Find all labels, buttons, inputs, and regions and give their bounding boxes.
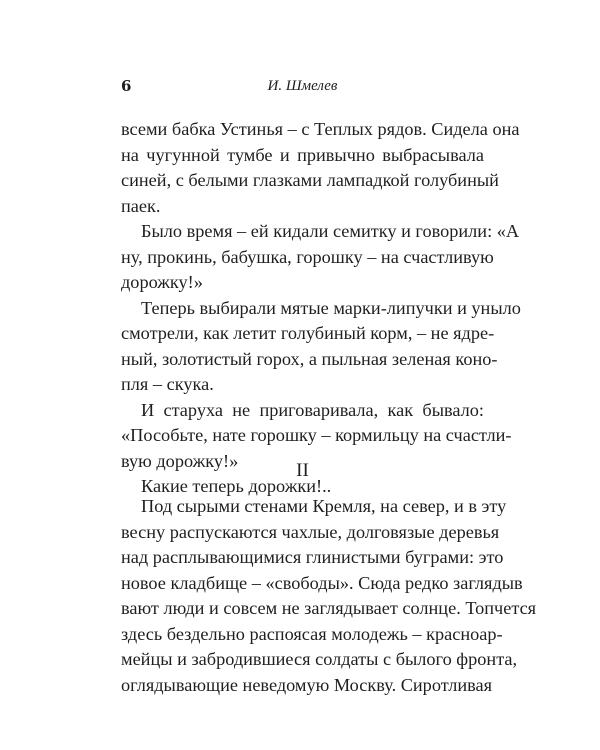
- text-line: Было время – ей кидали семитку и говорили: «А: [141, 221, 520, 241]
- page-header: [121, 76, 484, 96]
- text-line: вую дорожку!»: [121, 450, 239, 471]
- text-line: пля – скука.: [121, 374, 214, 394]
- text-line: оглядывающие неведомую Москву. Сиротливая: [121, 674, 493, 695]
- text-line: Под сырыми стенами Кремля, на север, и в эту: [141, 496, 507, 516]
- text-line: дорожку!»: [121, 272, 203, 292]
- running-head-author: И. Шмелев: [267, 78, 338, 94]
- text-line: над расплывающимися глинистыми буграми: это: [121, 547, 504, 567]
- text-line: здесь бездельно распоясая молодежь – красноар-: [121, 623, 503, 644]
- text-line: паек.: [121, 195, 161, 216]
- text-line: смотрели, как летит голубиный корм, – не ядре-: [121, 323, 495, 343]
- section-2-text: [121, 494, 537, 698]
- text-line: вают люди и совсем не заглядывает солнце. Топчется: [121, 598, 537, 618]
- text-line: ну, прокинь, бабушка, горошку – на счастливую: [121, 246, 494, 267]
- text-line: «Пособьте, нате горошку – кормильцу на счастли-: [121, 425, 512, 445]
- text-line: мейцы и забродившиеся солдаты с былого фронта,: [121, 649, 518, 669]
- text-line: И старуха не приговаривала, как бывало:: [141, 399, 484, 420]
- section-1-text: [121, 117, 521, 500]
- text-line: ный, золотистый горох, а пыльная зеленая коно-: [121, 348, 498, 369]
- text-line: весну распускаются чахлые, долговязые деревья: [121, 521, 500, 542]
- page-number: 6: [121, 77, 132, 95]
- text-line: новое кладбище – «свободы». Сюда редко заглядыв: [121, 572, 523, 593]
- text-line: Какие теперь дорожки!..: [141, 476, 332, 496]
- text-line: всеми бабка Устинья – с Теплых рядов. Сидела она: [121, 119, 520, 139]
- text-line: на чугунной тумбе и привычно выбрасывала: [121, 144, 484, 165]
- text-line: синей, с белыми глазками лампадкой голубиный: [121, 170, 499, 190]
- text-line: Теперь выбирали мятые марки-липучки и уныло: [141, 297, 521, 318]
- chapter-heading: II: [296, 460, 309, 481]
